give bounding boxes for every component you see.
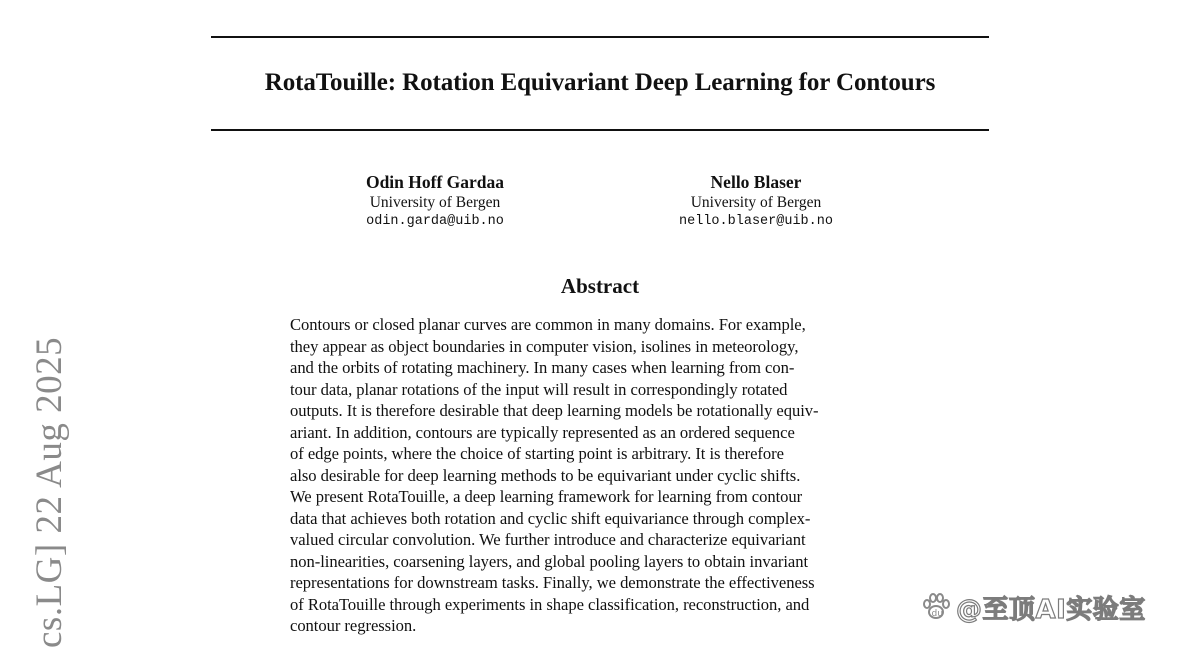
author-email: odin.garda@uib.no xyxy=(366,214,504,229)
author-affiliation: University of Bergen xyxy=(369,194,501,211)
author-email: nello.blaser@uib.no xyxy=(679,214,833,229)
author-block-1 xyxy=(304,172,566,232)
author-name: Nello Blaser xyxy=(710,172,802,192)
abstract-line: of RotaTouille through experiments in shape classification, reconstruction, and xyxy=(290,594,810,614)
abstract-line: non-linearities, coarsening layers, and global pooling layers to obtain invariant xyxy=(290,551,809,571)
abstract-line: and the orbits of rotating machinery. In many cases when learning from con- xyxy=(290,358,795,377)
title-rule-top xyxy=(211,36,989,38)
abstract-heading: Abstract xyxy=(560,274,640,298)
abstract-line: We present RotaTouille, a deep learning framework for learning from contour xyxy=(290,487,803,506)
abstract-line: outputs. It is therefore desirable that deep learning models be rotationally equiv- xyxy=(290,401,819,420)
svg-text:du: du xyxy=(931,609,943,619)
abstract-body xyxy=(290,314,914,637)
author-block-2 xyxy=(626,172,886,232)
abstract-line: contour regression. xyxy=(290,616,417,635)
abstract-line: Contours or closed planar curves are common in many domains. For example, xyxy=(290,315,806,334)
title-rule-bottom xyxy=(211,129,989,131)
watermark-text: @至顶AI实验室 xyxy=(956,594,1146,625)
abstract-line: ariant. In addition, contours are typically represented as an ordered sequence xyxy=(290,422,795,442)
watermark xyxy=(920,589,1146,625)
abstract-line: valued circular convolution. We further introduce and characterize equivariant xyxy=(290,530,806,549)
abstract-line: they appear as object boundaries in computer vision, isolines in meteorology, xyxy=(290,336,799,356)
paper-title: RotaTouille: Rotation Equivariant Deep Learning for Contours xyxy=(264,69,936,96)
author-name: Odin Hoff Gardaa xyxy=(365,172,505,192)
abstract-line: representations for downstream tasks. Finally, we demonstrate the effectiveness xyxy=(290,573,815,592)
author-affiliation: University of Bergen xyxy=(690,194,822,211)
paw-icon xyxy=(920,591,952,623)
abstract-line: tour data, planar rotations of the input will result in correspondingly rotated xyxy=(290,379,788,399)
abstract-line: also desirable for deep learning methods to be equivariant under cyclic shifts. xyxy=(290,465,801,485)
abstract-line: data that achieves both rotation and cyclic shift equivariance through complex- xyxy=(290,508,811,528)
abstract-line: of edge points, where the choice of starting point is arbitrary. It is therefore xyxy=(290,444,784,463)
arxiv-side-stamp: cs.LG] 22 Aug 2025 xyxy=(29,336,70,648)
